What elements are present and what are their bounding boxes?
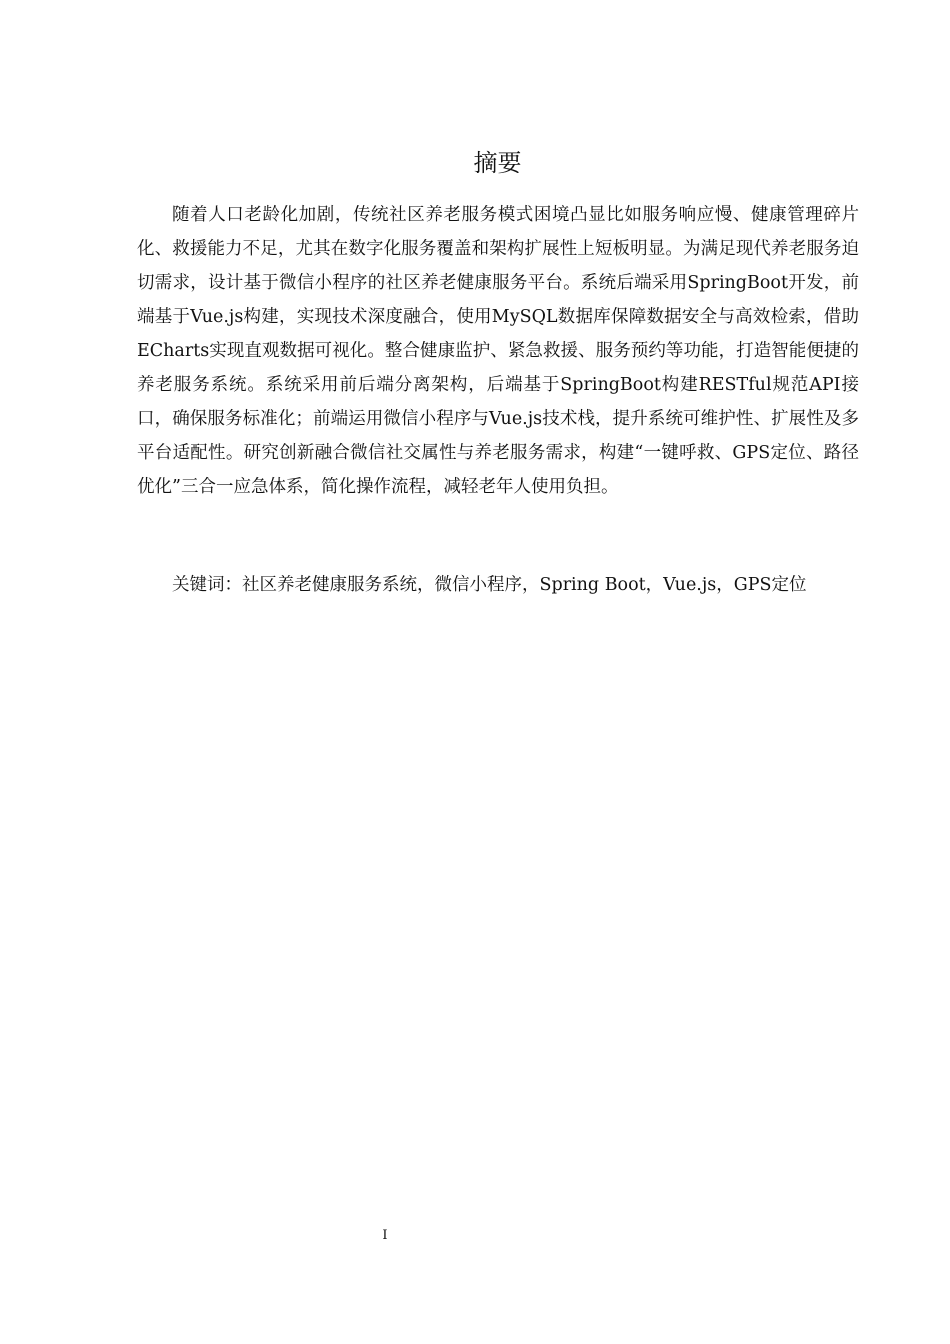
abstract-title: 摘要 [473,149,522,177]
abstract-body: 随着人口老龄化加剧，传统社区养老服务模式困境凸显比如服务响应慢、健康管理碎片化、救援能力不足，尤其在数字化服务覆盖和架构扩展性上短板明显。为满足现代养老服务迫切需求，设计基于微信小程序的社区养老健康服务平台。系统后端采用SpringBoot开发，前端基于Vue.js构建，实现技术深度融合，使用MySQL数据库保障数据安全与高效检索，借助ECharts实现直观数据可视化。整合健康监护、紧急救援、服务预约等功能，打造智能便捷的养老服务系统。系统采用前后端分离架构，后端基于SpringBoot构建RESTful规范API接口，确保服务标准化；前端运用微信小程序与Vue.js技术栈，提升系统可维护性、扩展性及多平台适配性。研究创新融合微信社交属性与养老服务需求，构建“一键呼救、GPS定位、路径优化”三合一应急体系，简化操作流程，减轻老年人使用负担。 [137,205,859,497]
page-number: I [382,1228,388,1243]
keywords-line: 关键词：社区养老健康服务系统，微信小程序，Spring Boot，Vue.js，GPS定位 [172,575,807,595]
